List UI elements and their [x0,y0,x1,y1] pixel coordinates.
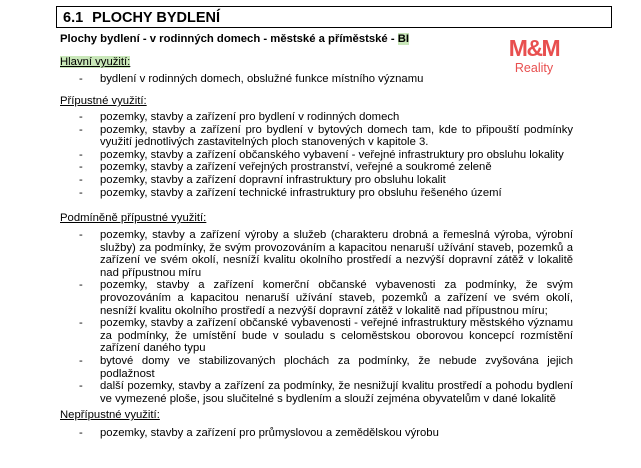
list-item: - pozemky, stavby a zařízení komerční občanské vybavenosti za podmínky, že svým provozováním a kapacitou nenaruší užívání staveb, pozemků a zařízení ve svém okolí, nesníží kvalitu okolního prostředí a nezvýší dopravní zátěž v lokalitě nad přípustnou míru; [79,279,573,317]
list-item: - bytové domy ve stabilizovaných plochách za podmínky, že nebude zvyšována jejich podlažnost [79,354,573,380]
list-hlavni-vyuziti [60,73,573,86]
subtitle-code: BI [397,33,410,45]
section-number: 6.1 [63,10,84,26]
list-item: - pozemky, stavby a zařízení občanské vybavenosti - veřejné infrastruktury městského významu za podmínky, že umístění bude v souladu s celoměstskou oborovou koncepcí rozmístění zařízení daného typu [79,317,573,355]
label-nepripustne-vyuziti: Nepřípustné využití: [60,409,160,421]
section-heading [56,6,612,28]
list-item: - pozemky, stavby a zařízení pro bydlení v rodinných domech [79,111,400,123]
list-item: - bydlení v rodinných domech, obslužné funkce místního významu [79,73,424,85]
label-pripustne-vyuziti: Přípustné využití: [60,95,147,107]
list-nepripustne-vyuziti [60,427,573,440]
list-podminene-pripustne-vyuziti [60,229,573,405]
label-hlavni-vyuziti: Hlavní využití: [60,56,131,68]
list-item: - pozemky, stavby a zařízení dopravní infrastruktury pro obsluhu lokalit [79,173,446,186]
list-item: - pozemky, stavby a zařízení pro bydlení v bytových domech tam, kde to připouští podmínky využití jednotlivých zastavitelných ploch stanovených v kapitole 3. [79,123,573,149]
logo-sub-text: Reality [514,61,554,75]
mm-reality-logo [496,36,572,78]
list-item: - pozemky, stavby a zařízení veřejných prostranství, veřejné a soukromé zeleně [79,161,492,174]
list-item: - pozemky, stavby a zařízení výroby a služeb (charakteru drobná a řemeslná výroba, výrobní služby) za podmínky, že svým provozováním a kapacitou nenaruší užívání staveb, pozemků a zařízení ve svém okolí, nesníží kvalitu okolního prostředí a nezvýší dopravní zátěž v lokalitě nad přípustnou míru [79,229,573,279]
list-item: - další pozemky, stavby a zařízení za podmínky, že nesnižují kvalitu prostředí a pohodu bydlení ve vymezené ploše, jsou slučitelné s bydlením a slouží zejména obyvatelům v dané lokalitě [79,380,573,405]
list-item: - pozemky, stavby a zařízení pro průmyslovou a zemědělskou výrobu [79,427,439,439]
list-pripustne-vyuziti [60,111,573,199]
logo-main-text: M&M [508,35,560,61]
label-podminene-pripustne-vyuziti: Podmíněně přípustné využití: [60,212,207,224]
list-item: - pozemky, stavby a zařízení technické infrastruktury pro obsluhu řešeného území [79,186,502,199]
subtitle [60,32,530,46]
subtitle-text: Plochy bydlení - v rodinných domech - městské a příměstské - [60,33,398,45]
list-item: - pozemky, stavby a zařízení občanského vybavení - veřejné infrastruktury pro obsluhu lokality [79,148,564,161]
section-title: PLOCHY BYDLENÍ [92,10,221,26]
